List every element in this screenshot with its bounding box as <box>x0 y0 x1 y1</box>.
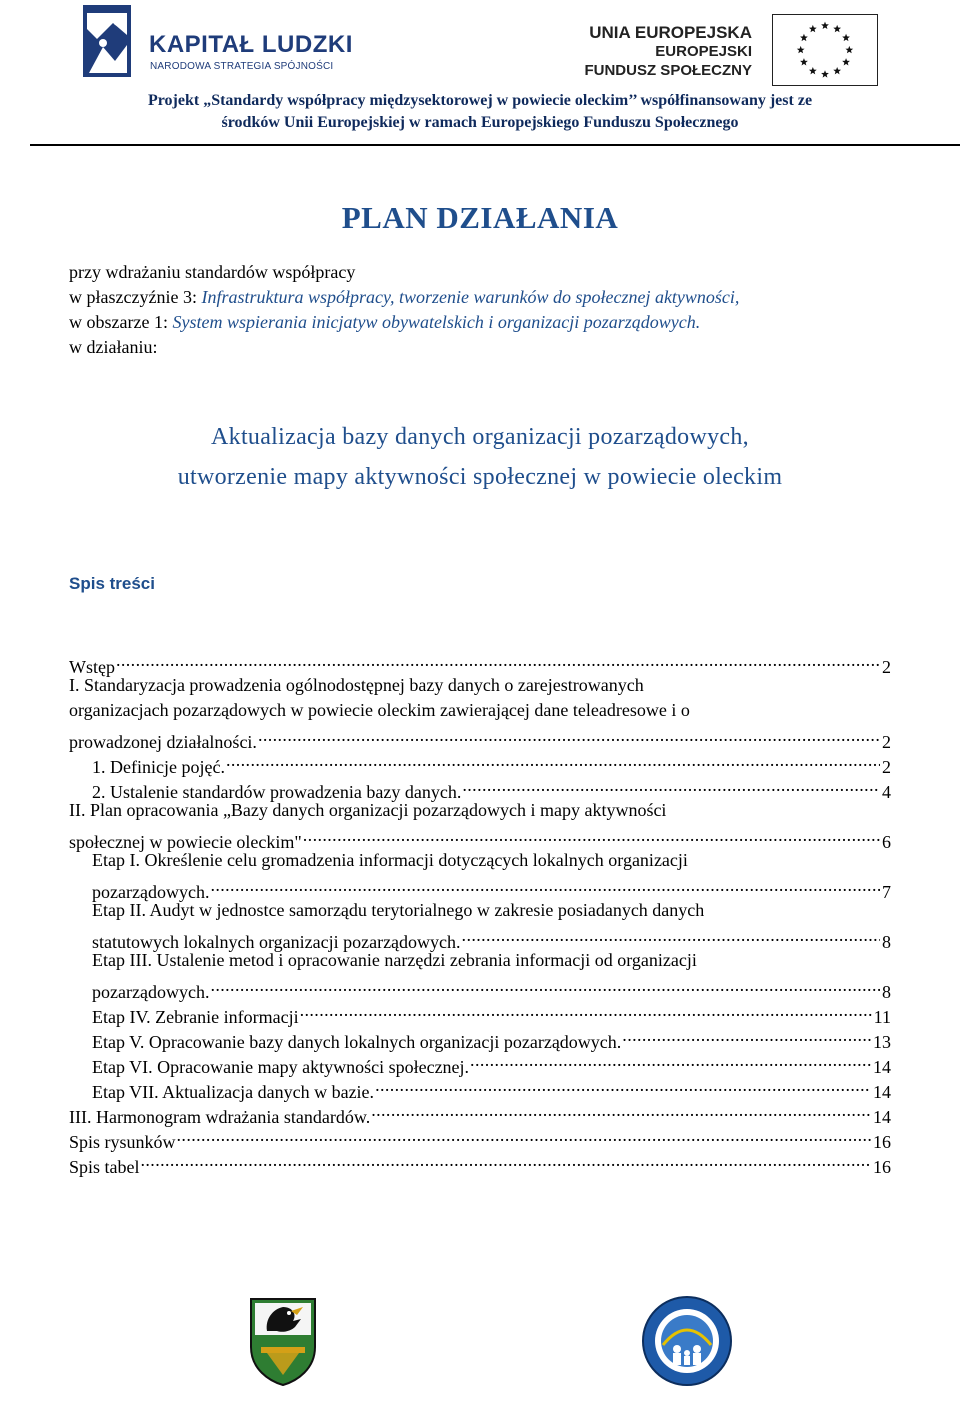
toc-leader <box>621 1023 871 1048</box>
toc-leader <box>299 998 872 1023</box>
toc-entry[interactable] <box>92 1073 891 1102</box>
toc-entry-text: Etap V. Opracowanie bazy danych lokalnych organizacji pozarządowych. <box>92 1032 622 1052</box>
toc-entry-text: Etap III. Ustalenie metod i opracowanie narzędzi zebrania informacji od organizacji <box>92 950 697 970</box>
eu-logo-line3: FUNDUSZ SPOŁECZNY <box>584 62 752 79</box>
toc-entry-page: 2 <box>880 655 891 680</box>
toc-entry-continued[interactable] <box>69 723 891 752</box>
toc-entry-text: III. Harmonogram wdrażania standardów. <box>69 1107 371 1127</box>
intro-line-2-emphasis: Infrastruktura współpracy, tworzenie warunków do społecznej aktywności, <box>201 287 740 307</box>
toc-entry-page: 14 <box>871 1105 891 1130</box>
toc-entry[interactable] <box>69 1098 891 1127</box>
eu-star-icon <box>809 67 817 74</box>
eu-logo-text <box>584 23 752 80</box>
toc-entry[interactable] <box>69 1123 891 1152</box>
toc-entry[interactable] <box>69 798 666 823</box>
kapital-ludzki-title: KAPITAŁ LUDZKI <box>149 31 353 58</box>
olecko-county-crest-icon <box>247 1295 319 1387</box>
toc-entry-page: 14 <box>871 1080 891 1105</box>
project-line-1: Projekt „Standardy współpracy międzysektorowej w powiecie oleckim’’ współfinansowany jest ze <box>147 92 813 109</box>
intro-line-3-emphasis: System wspierania inicjatyw obywatelskich i organizacji pozarządowych. <box>172 312 701 332</box>
toc-entry-text: 1. Definicje pojęć. <box>92 757 225 777</box>
toc-entry[interactable] <box>92 773 891 802</box>
eu-star-icon <box>809 25 817 32</box>
toc-entry-continued[interactable] <box>92 923 891 952</box>
toc-leader <box>461 773 880 798</box>
intro-line-3-prefix: w obszarze 1: <box>69 312 173 332</box>
toc-leader <box>176 1123 871 1148</box>
kapital-ludzki-logo-mark-icon <box>83 5 143 77</box>
toc-leader <box>140 1148 872 1173</box>
toc-leader <box>225 748 880 773</box>
toc-entry-text: Spis tabel <box>69 1157 140 1177</box>
toc-entry[interactable] <box>69 1148 891 1177</box>
toc-entry-text: I. Standaryzacja prowadzenia ogólnodostępnej bazy danych o zarejestrowanych <box>69 675 644 695</box>
kapital-ludzki-logo <box>83 5 353 83</box>
toc-entry-page: 11 <box>872 1005 891 1030</box>
toc-entry[interactable] <box>92 848 688 873</box>
eu-star-icon <box>842 58 850 65</box>
document-title: PLAN DZIAŁANIA <box>341 200 619 235</box>
toc-entry-continued[interactable] <box>92 973 891 1002</box>
eu-logo-line2: EUROPEJSKI <box>655 43 752 60</box>
toc-entry-continued[interactable] <box>69 823 891 852</box>
eu-star-icon <box>821 22 829 29</box>
toc-entry-page: 13 <box>871 1030 891 1055</box>
toc-entry[interactable] <box>69 648 891 677</box>
toc-leader <box>370 1098 871 1123</box>
toc-entry-page: 14 <box>871 1055 891 1080</box>
toc-entry-page: 6 <box>880 830 891 855</box>
toc-entry[interactable] <box>92 998 891 1027</box>
toc-entry-text: statutowych lokalnych organizacji pozarządowych. <box>92 932 461 952</box>
toc-entry-text: prowadzonej działalności. <box>69 732 257 752</box>
eu-star-icon <box>821 70 829 77</box>
toc-entry[interactable] <box>92 748 891 777</box>
toc-entry-text: Etap IV. Zebranie informacji <box>92 1007 299 1027</box>
toc-entry-text: Wstęp <box>69 657 115 677</box>
toc-leader <box>469 1048 871 1073</box>
kapital-ludzki-subtitle: NARODOWA STRATEGIA SPÓJNOŚCI <box>150 61 334 72</box>
intro-line-4: w działaniu: <box>69 337 158 357</box>
project-statement <box>60 90 900 134</box>
toc-leader <box>209 873 880 898</box>
toc-entry-page: 7 <box>880 880 891 905</box>
toc-entry-text: pozarządowych. <box>92 982 210 1002</box>
toc-entry-page: 8 <box>880 980 891 1005</box>
toc-entry[interactable] <box>92 1023 891 1052</box>
toc-entry-page: 16 <box>871 1130 891 1155</box>
toc-entry-page: 2 <box>880 730 891 755</box>
eu-star-icon <box>833 25 841 32</box>
intro-line-2-prefix: w płaszczyźnie 3: <box>69 287 202 307</box>
toc-entry-text: II. Plan opracowania „Bazy danych organizacji pozarządowych i mapy aktywności <box>69 800 667 820</box>
toc-entry-text: Etap VII. Aktualizacja danych w bazie. <box>92 1082 375 1102</box>
toc-entry-continued <box>69 698 690 723</box>
toc-leader <box>374 1073 871 1098</box>
toc-entry[interactable] <box>69 673 644 698</box>
toc-leader <box>115 648 880 673</box>
eu-flag-stars-icon <box>772 14 878 86</box>
intro-line-2 <box>69 285 739 310</box>
toc-entry-text: społecznej w powiecie oleckim" <box>69 832 302 852</box>
project-line-2: środków Unii Europejskiej w ramach Europejskiego Funduszu Społecznego <box>221 114 739 131</box>
eu-star-icon <box>797 46 805 53</box>
toc-entry-page: 8 <box>880 930 891 955</box>
toc-entry-page: 2 <box>880 755 891 780</box>
header-divider <box>30 144 960 146</box>
toc-entry-text: 2. Ustalenie standardów prowadzenia bazy danych. <box>92 782 462 802</box>
toc-entry[interactable] <box>92 948 697 973</box>
action-title-line-1: Aktualizacja bazy danych organizacji pozarządowych, <box>211 424 749 450</box>
toc-entry-text: Etap II. Audyt w jednostce samorządu terytorialnego w zakresie posiadanych danych <box>92 900 705 920</box>
toc-entry-page: 4 <box>880 780 891 805</box>
toc-entry[interactable] <box>92 1048 891 1077</box>
toc-entry-text: pozarządowych. <box>92 882 210 902</box>
toc-leader <box>209 973 880 998</box>
toc-entry-text: organizacjach pozarządowych w powiecie oleckim zawierającej dane teleadresowe i o <box>69 700 690 720</box>
eu-logo <box>583 14 878 90</box>
toc-leader <box>257 723 880 748</box>
toc-entry-page: 16 <box>871 1155 891 1180</box>
toc-entry-continued[interactable] <box>92 873 891 902</box>
toc-leader <box>302 823 880 848</box>
intro-line-3 <box>69 310 700 335</box>
toc-entry[interactable] <box>92 898 704 923</box>
eu-star-icon <box>842 34 850 41</box>
toc-entry-text: Spis rysunków <box>69 1132 176 1152</box>
eu-star-icon <box>845 46 853 53</box>
ngo-network-badge-icon <box>641 1295 733 1387</box>
eu-star-icon <box>833 67 841 74</box>
intro-line-1: przy wdrażaniu standardów współpracy <box>69 262 356 282</box>
toc-heading: Spis treści <box>69 574 155 593</box>
eu-star-icon <box>800 34 808 41</box>
eu-logo-line1: UNIA EUROPEJSKA <box>589 23 752 42</box>
toc-entry-text: Etap VI. Opracowanie mapy aktywności społecznej. <box>92 1057 470 1077</box>
toc-entry-text: Etap I. Określenie celu gromadzenia informacji dotyczących lokalnych organizacji <box>92 850 688 870</box>
toc-leader <box>461 923 880 948</box>
eu-star-icon <box>800 58 808 65</box>
action-title-line-2: utworzenie mapy aktywności społecznej w powiecie oleckim <box>177 464 783 490</box>
